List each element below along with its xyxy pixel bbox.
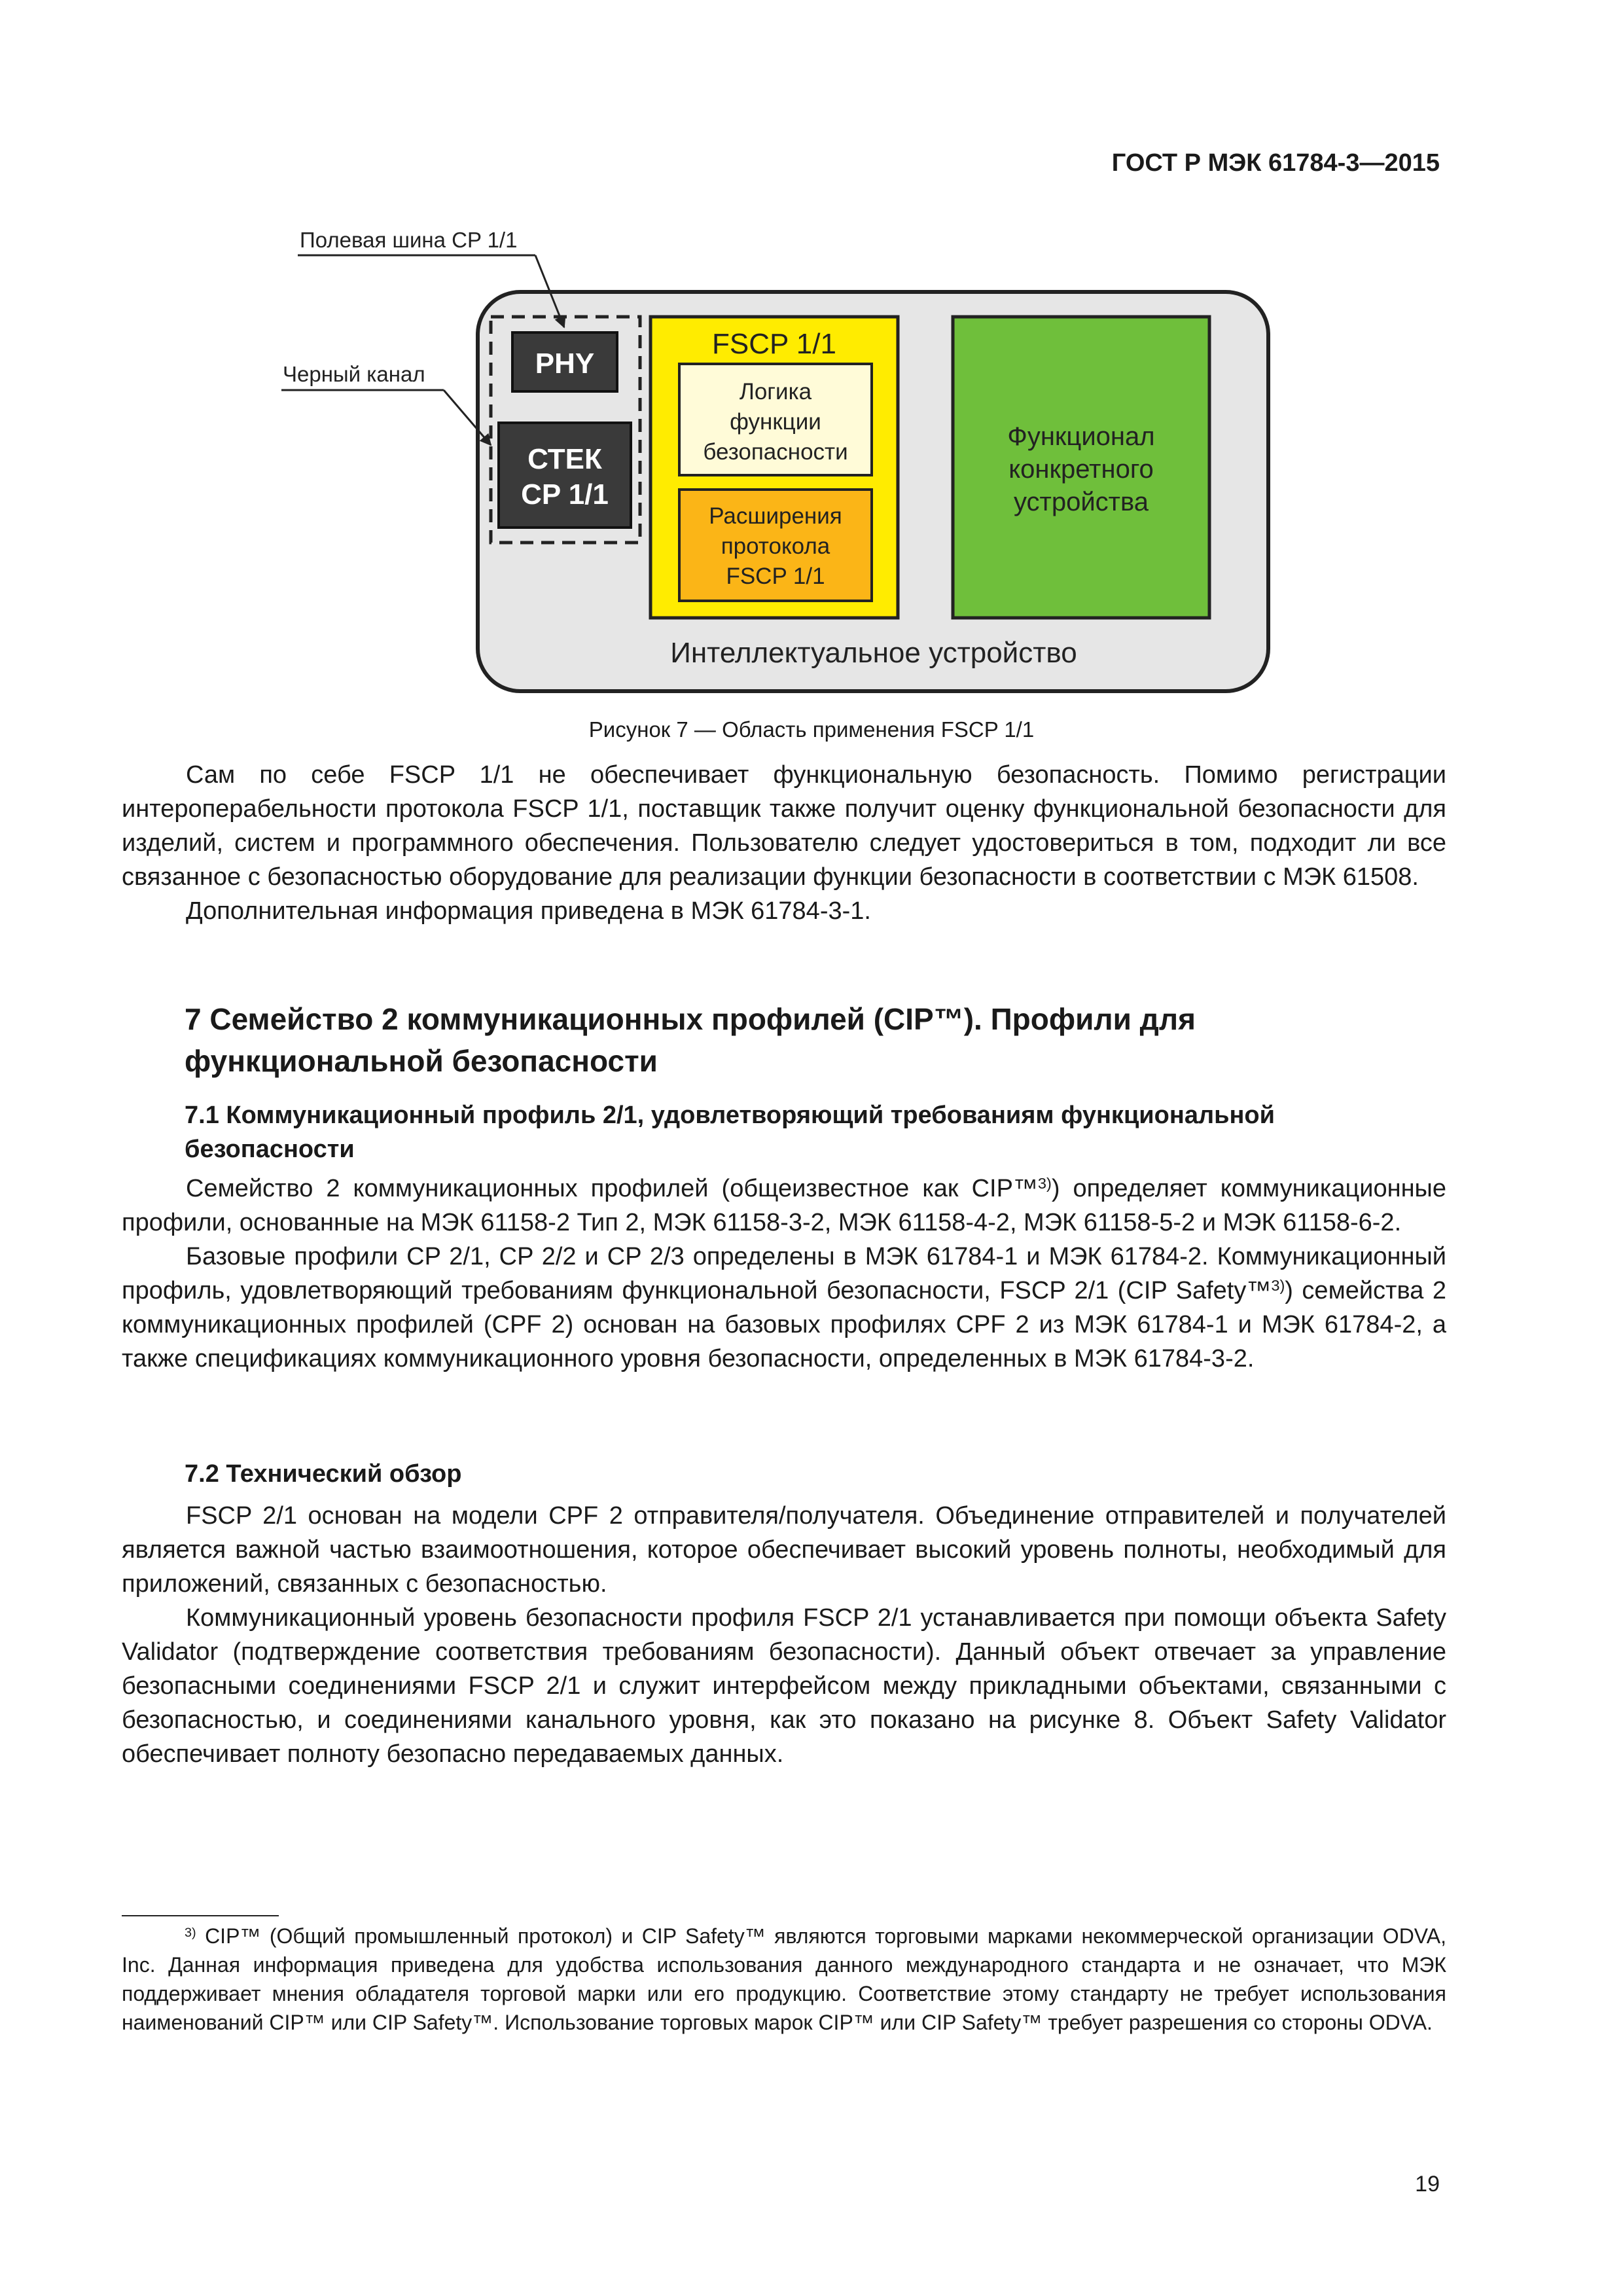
safety-logic-line2: функции (730, 409, 821, 435)
phy-label: PHY (535, 348, 595, 380)
protocol-extensions-line3: FSCP 1/1 (726, 564, 825, 589)
stack-label-line2: CP 1/1 (521, 478, 609, 511)
figure-7-diagram (0, 0, 1623, 720)
section-7-1-heading: 7.1 Коммуникационный профиль 2/1, удовлетворяющий требованиям функциональной безопасности (185, 1102, 1275, 1163)
footnote (122, 1922, 1446, 2037)
section-7-2-text (122, 1499, 1446, 1771)
safety-logic-line3: безопасности (703, 439, 848, 465)
paragraph: Коммуникационный уровень безопасности профиля FSCP 2/1 устанавливается при помощи объекта Safety Validator (подтверждение соответствия требованиям безопасности). Данный объект отвечает за управление безопасными соединениями FSCP 2/1 и служит интерфейсом между прикладными объектами, связанными с безопасностью, и соединениями канального уровня, как это показано на рисунке 8. Объект Safety Validator обеспечивает полноту безопасно передаваемых данных. (122, 1604, 1446, 1768)
page-number: 19 (1415, 2172, 1440, 2197)
intro-text (122, 758, 1446, 928)
stack-label-line1: СТЕК (527, 443, 602, 475)
safety-logic-line1: Логика (739, 379, 812, 404)
protocol-extensions-line2: протокола (721, 533, 830, 559)
device-function-line2: конкретного (1008, 455, 1154, 484)
section-7-2-heading: 7.2 Технический обзор (185, 1460, 462, 1488)
paragraph: Дополнительная информация приведена в МЭК 61784-3-1. (186, 897, 871, 925)
device-label: Интеллектуальное устройство (670, 637, 1077, 669)
document-header: ГОСТ Р МЭК 61784-3—2015 (1111, 149, 1440, 177)
footnote-text: $^{3)}$ CIP™ (Общий промышленный протокол) и CIP Safety™ являются торговыми марками некоммерческой организации ODVA, Inc. Данная информация приведена для удобства использования данного международного стандарта и не означает, что МЭК поддерживает мнения обладателя торговой марки или его продукцию. Соответствие этому стандарту не требует использования наименований CIP™ или CIP Safety™. Использование торговых марок CIP™ или CIP Safety™ требует разрешения со стороны ODVA. (122, 1924, 1446, 2034)
fscp-title: FSCP 1/1 (712, 328, 836, 360)
section-7-heading: 7 Семейство 2 коммуникационных профилей (CIP™). Профили для функциональной безопасности (185, 1002, 1196, 1078)
device-function-line1: Функционал (1007, 422, 1155, 451)
paragraph: Базовые профили CP 2/1, CP 2/2 и CP 2/3 определены в МЭК 61784-1 и МЭК 61784-2. Коммуникационный профиль, удовлетворяющий требованиям функциональной безопасности, FSCP 2/1 (CIP Safety™$^{3)}$) семейства 2 коммуникационных профилей (CPF 2) основан на базовых профилях CPF 2 из МЭК 61784-1 и МЭК 61784-2, а также спецификациях коммуникационного уровня безопасности, определенных в МЭК 61784-3-2. (122, 1243, 1446, 1372)
paragraph: Сам по себе FSCP 1/1 не обеспечивает функциональную безопасность. Помимо регистрации интероперабельности протокола FSCP 1/1, поставщик также получит оценку функциональной безопасности для изделий, систем и программного обеспечения. Пользователю следует удостовериться в том, подходит ли все связанное с безопасностью оборудование для реализации функции безопасности в соответствии с МЭК 61508. (122, 761, 1446, 891)
paragraph: FSCP 2/1 основан на модели CPF 2 отправителя/получателя. Объединение отправителей и получателей является важной частью взаимоотношения, которое обеспечивает высокий уровень полноты, необходимый для приложений, связанных с безопасностью. (122, 1502, 1446, 1598)
section-7-1-text (122, 1172, 1446, 1376)
protocol-extensions-line1: Расширения (709, 503, 842, 529)
stack-box (499, 423, 631, 528)
figure-caption: Рисунок 7 — Область применения FSCP 1/1 (588, 717, 1035, 742)
black-channel-callout-label: Черный канал (283, 362, 425, 386)
fieldbus-callout-label: Полевая шина CP 1/1 (300, 228, 518, 252)
device-function-line3: устройства (1013, 488, 1149, 516)
footnote-separator (122, 1915, 279, 1916)
paragraph: Семейство 2 коммуникационных профилей (общеизвестное как CIP™$^{3)}$) определяет коммуникационные профили, основанные на МЭК 61158-2 Тип 2, МЭК 61158-3-2, МЭК 61158-4-2, МЭК 61158-5-2 и МЭК 61158-6-2. (122, 1175, 1446, 1236)
